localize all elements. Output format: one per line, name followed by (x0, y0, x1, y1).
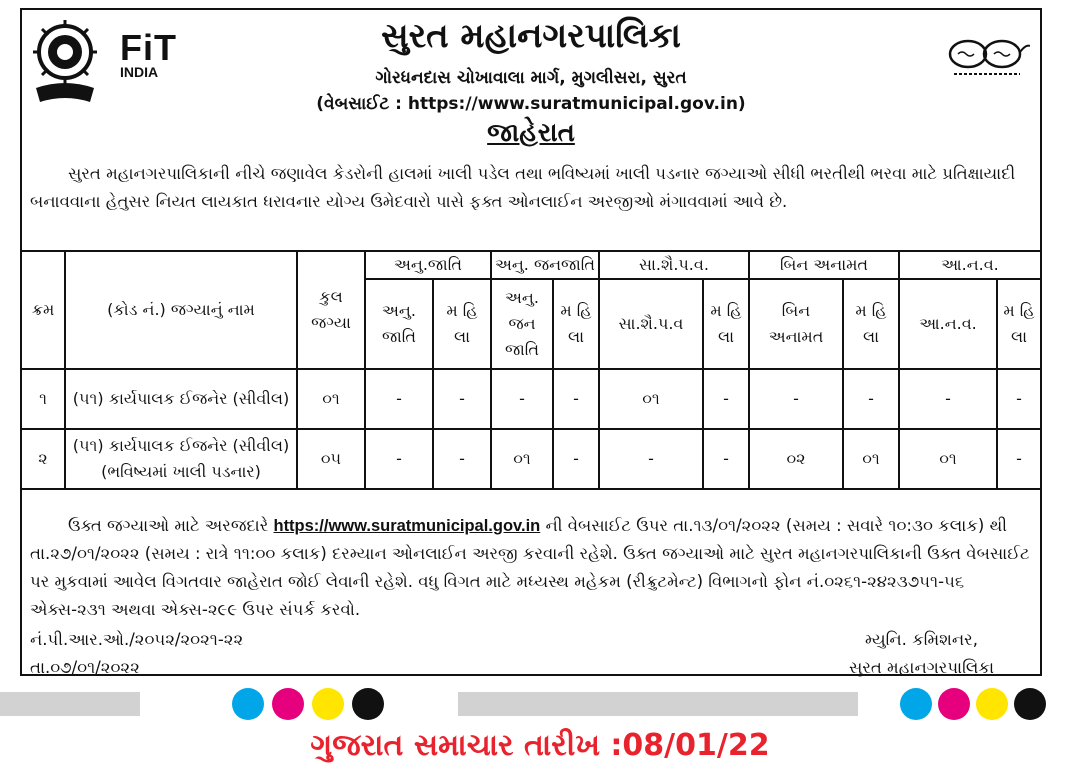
notice-date: તા.૦૭/૦૧/૨૦૨૨ (30, 658, 140, 677)
magenta-dot-icon (272, 688, 304, 720)
cell: - (997, 369, 1041, 429)
sub-header: સા.શૈ.પ.વ (599, 279, 703, 369)
cell: - (553, 429, 599, 489)
group-header: આ.ન.વ. (899, 251, 1041, 279)
header-total: કુલ જગ્યા (297, 251, 365, 369)
address-line: ગોરધનદાસ ચોખાવાલા માર્ગ, મુગલીસરા, સુરત (375, 68, 687, 88)
header-sr: ક્રમ (21, 251, 65, 369)
cell: ૦૧ (599, 369, 703, 429)
black-dot-icon (1014, 688, 1046, 720)
instructions-part2: ની વેબસાઈટ ઉપર તા.૧૩/૦૧/૨૦૨૨ (સમય : સવારે ૧૦:૩૦ કલાક) થી તા.૨૭/૦૧/૨૦૨૨ (સમય : રાત્રે ૧૧:૦૦ કલાક) દરમ્યાન ઓનલાઈન અરજી કરવાની રહેશે. ઉક્ત જગ્યાઓ માટે સુરત મહાનગરપાલિકાની ઉક્ત વેબસાઈટ પર મુકવામાં આવેલ વિગતવાર જાહેરાત જોઈ લેવાની રહેશે. વધુ વિગત માટે મધ્યસ્થ મહેકમ (રીક્રુટમેન્ટ) વિભાગનો ફોન નં.૦૨૬૧-૨૪૨૩૭૫૧-૫૬ એક્સ-૨૩૧ અથવા એક્સ-૨૯૯ ઉપર સંપર્ક કરવો. (30, 516, 1030, 619)
cell: - (843, 369, 899, 429)
sub-header: મ હિ લા (843, 279, 899, 369)
header-post: (કોડ નં.) જગ્યાનું નામ (65, 251, 297, 369)
table-group-header-row (21, 251, 1041, 279)
page-title: સુરત મહાનગરપાલિકા (381, 16, 681, 56)
grey-bar (458, 692, 858, 716)
cell: - (749, 369, 843, 429)
cyan-dot-icon (232, 688, 264, 720)
group-header: સા.શૈ.પ.વ. (599, 251, 749, 279)
reference-number: નં.પી.આર.ઓ./૨૦૫૨/૨૦૨૧-૨૨ (30, 630, 244, 649)
fit-text: FiT (120, 27, 177, 68)
cell: ૦૨ (749, 429, 843, 489)
sub-header: અનુ. જાતિ (365, 279, 433, 369)
sub-header: મ હિ લા (553, 279, 599, 369)
signatory-org: સુરત મહાનગરપાલિકા (848, 658, 994, 677)
cell: - (491, 369, 553, 429)
cell-total: ૦૫ (297, 429, 365, 489)
cell: - (599, 429, 703, 489)
newspaper-caption: ગુજરાત સમાચાર તારીખ :08/01/22 (310, 728, 770, 763)
cyan-dot-icon (900, 688, 932, 720)
header (22, 10, 1040, 158)
magenta-dot-icon (938, 688, 970, 720)
yellow-dot-icon (312, 688, 344, 720)
cell: - (365, 429, 433, 489)
group-header: અનુ. જનજાતિ (491, 251, 599, 279)
cell: - (433, 429, 491, 489)
vacancy-table (20, 250, 1042, 490)
table-row (21, 369, 1041, 429)
cell: - (899, 369, 997, 429)
signatory-title: મ્યુનિ. કમિશનર, (865, 630, 978, 649)
signature-block (849, 626, 994, 682)
cell-post: (૫૧) કાર્યપાલક ઈજનેર (સીવીલ) (65, 369, 297, 429)
sub-header: મ હિ લા (703, 279, 749, 369)
instructions-paragraph (30, 512, 1032, 624)
sub-header: મ હિ લા (997, 279, 1041, 369)
cell: - (703, 429, 749, 489)
cell: - (997, 429, 1041, 489)
cell-total: ૦૧ (297, 369, 365, 429)
sub-header: અનુ. જન જાતિ (491, 279, 553, 369)
group-header: બિન અનામત (749, 251, 899, 279)
cell: - (433, 369, 491, 429)
advertisement-frame (20, 8, 1042, 676)
website-line: (વેબસાઈટ : https://www.suratmunicipal.gov.in) (316, 94, 746, 114)
grey-bar (0, 692, 140, 716)
instructions-part1: ઉક્ત જગ્યાઓ માટે અરજદારે (68, 516, 274, 535)
group-header: અનુ.જાતિ (365, 251, 491, 279)
cell: - (365, 369, 433, 429)
cell-sr: ૨ (21, 429, 65, 489)
sub-header: બિન અનામત (749, 279, 843, 369)
reference-block (30, 626, 243, 682)
cell: ૦૧ (491, 429, 553, 489)
notice-heading: જાહેરાત (487, 118, 575, 148)
black-dot-icon (352, 688, 384, 720)
table-row (21, 429, 1041, 489)
print-registration-band (0, 684, 1080, 724)
cell-sr: ૧ (21, 369, 65, 429)
cell-post: (૫૧) કાર્યપાલક ઈજનેર (સીવીલ) (ભવિષ્યમાં ખાલી પડનાર) (65, 429, 297, 489)
cell: ૦૧ (843, 429, 899, 489)
cell: - (553, 369, 599, 429)
sub-header: મ હિ લા (433, 279, 491, 369)
cell: ૦૧ (899, 429, 997, 489)
cell: - (703, 369, 749, 429)
website-link[interactable]: https://www.suratmunicipal.gov.in (273, 517, 541, 535)
india-text: INDIA (120, 64, 159, 80)
intro-paragraph: સુરત મહાનગરપાલિકાની નીચે જણાવેલ કેડરોની હાલમાં ખાલી પડેલ તથા ભવિષ્યમાં ખાલી પડનાર જગ્યાઓ સીધી ભરતીથી ભરવા માટે પ્રતિક્ષાયાદી બનાવવાના હેતુસર નિયત લાયકાત ધરાવનાર યોગ્ય ઉમેદવારો પાસે ફક્ત ઓનલાઈન અરજીઓ મંગાવવામાં આવે છે. (30, 164, 1016, 211)
yellow-dot-icon (976, 688, 1008, 720)
sub-header: આ.ન.વ. (899, 279, 997, 369)
